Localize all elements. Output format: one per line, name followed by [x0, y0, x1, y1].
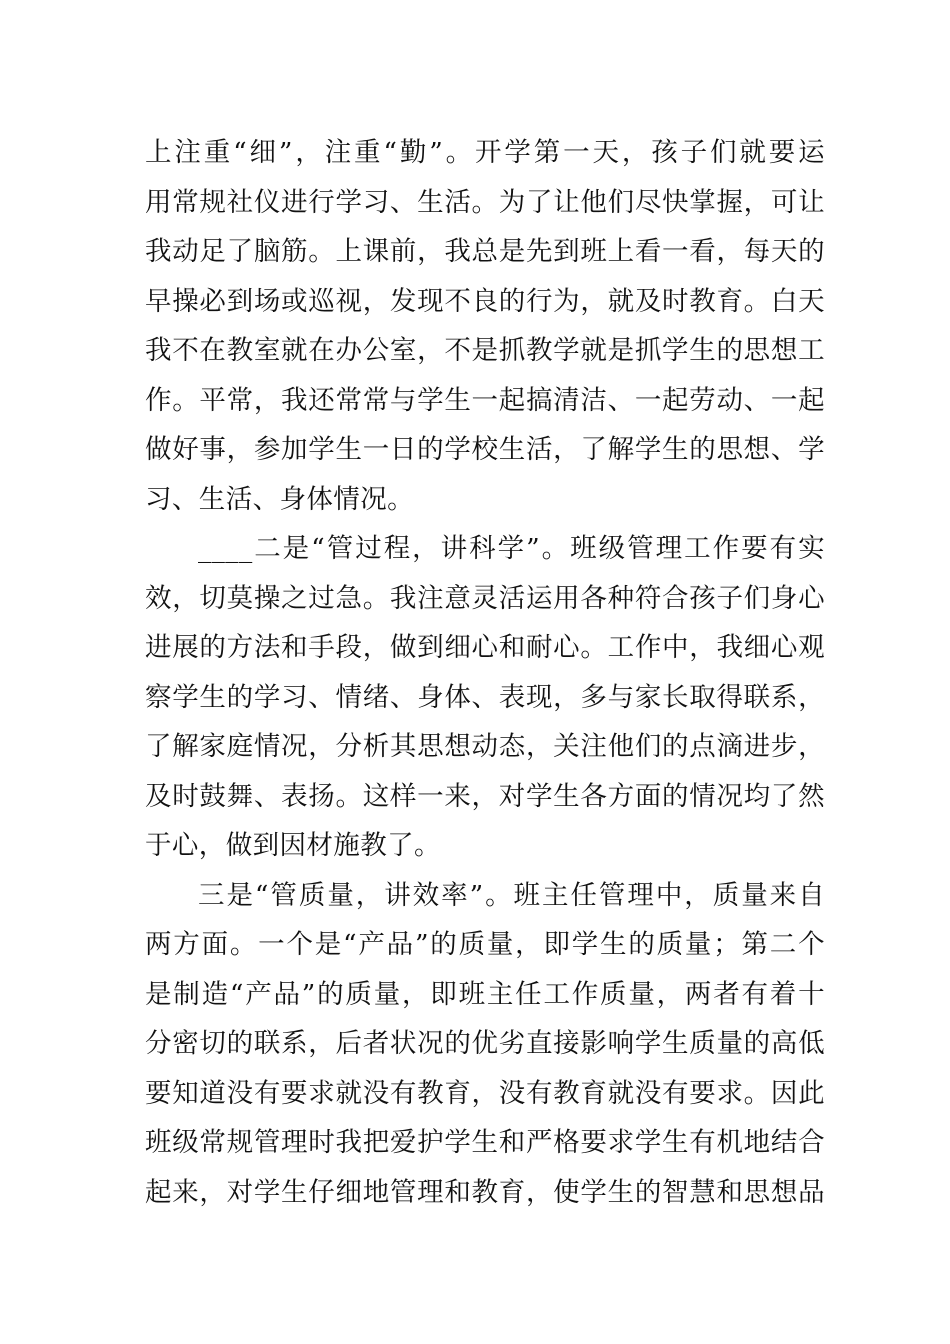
- text-line: 三是“管质量，讲效率”。班主任管理中，质量来自: [198, 879, 825, 911]
- paragraph-2: [145, 524, 825, 871]
- text-line: 习、生活、身体情况。: [145, 483, 414, 515]
- text-line: 作。平常，我还常常与学生一起搞清洁、一起劳动、一起: [145, 384, 825, 416]
- text-line: 进展的方法和手段，做到细心和耐心。工作中，我细心观: [145, 632, 825, 663]
- text-line: 效，切莫操之过急。我注意灵活运用各种符合孩子们身心: [145, 582, 825, 614]
- text-line: 上注重“细”，注重“勤”。开学第一天，孩子们就要运: [145, 137, 825, 168]
- text-line: 是制造“产品”的质量，即班主任工作质量，两者有着十: [145, 978, 825, 1010]
- text-line: 分密切的联系，后者状况的优劣直接影响学生质量的高低: [145, 1028, 825, 1059]
- text-line: 于心，做到因材施教了。: [145, 830, 441, 861]
- paragraph-3: [145, 871, 825, 1218]
- text-line: 做好事，参加学生一日的学校生活，了解学生的思想、学: [145, 434, 825, 465]
- text-line: 我不在教室就在办公室，不是抓教学就是抓学生的思想工: [145, 335, 825, 366]
- text-line: 及时鼓舞、表扬。这样一来，对学生各方面的情况均了然: [145, 780, 825, 812]
- text-line: 班级常规管理时我把爱护学生和严格要求学生有机地结合: [145, 1127, 825, 1158]
- text-line: ____二是“管过程，讲科学”。班级管理工作要有实: [198, 533, 825, 564]
- paragraph-1: [145, 128, 825, 524]
- text-line: 了解家庭情况，分析其思想动态，关注他们的点滴进步，: [145, 731, 825, 762]
- text-line: 早操必到场或巡视，发现不良的行为，就及时教育。白天: [145, 285, 825, 317]
- text-line: 两方面。一个是“产品”的质量，即学生的质量；第二个: [145, 929, 825, 960]
- text-line: 察学生的学习、情绪、身体、表现，多与家长取得联系，: [145, 681, 825, 713]
- body-text: [145, 128, 825, 1217]
- text-line: 要知道没有要求就没有教育，没有教育就没有要求。因此: [145, 1077, 825, 1109]
- text-line: 起来，对学生仔细地管理和教育，使学生的智慧和思想品: [145, 1176, 825, 1208]
- text-line: 我动足了脑筋。上课前，我总是先到班上看一看，每天的: [145, 236, 825, 267]
- text-line: 用常规社仪进行学习、生活。为了让他们尽快掌握，可让: [145, 186, 825, 218]
